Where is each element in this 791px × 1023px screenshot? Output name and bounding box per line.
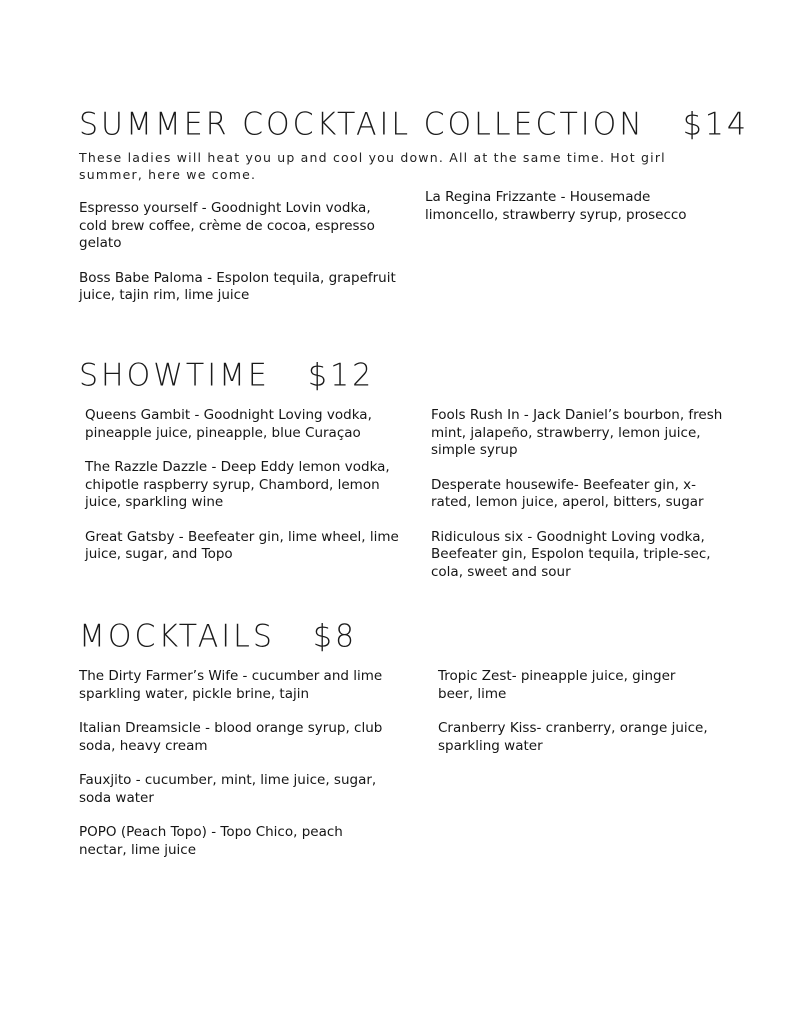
- menu-item: Espresso yourself - Goodnight Lovin vodka, cold brew coffee, crème de cocoa, espresso gelato: [79, 200, 375, 251]
- mocktails-title-text: MOCKTAILS: [79, 618, 275, 655]
- menu-item: Cranberry Kiss- cranberry, orange juice, sparkling water: [438, 720, 708, 754]
- menu-item: La Regina Frizzante - Housemade limoncello, strawberry syrup, prosecco: [425, 189, 687, 223]
- mocktails-section-title: [79, 618, 357, 655]
- menu-item: Queens Gambit - Goodnight Loving vodka, pineapple juice, pineapple, blue Curaçao: [85, 407, 372, 441]
- menu-item: The Dirty Farmer’s Wife - cucumber and lime sparkling water, pickle brine, tajin: [79, 668, 383, 702]
- showtime-section-title: [79, 357, 374, 394]
- menu-item: Ridiculous six - Goodnight Loving vodka, Beefeater gin, Espolon tequila, triple-sec, cola, sweet and sour: [431, 528, 711, 580]
- menu-item: Desperate housewife- Beefeater gin, x-rated, lemon juice, aperol, bitters, sugar: [431, 476, 704, 510]
- summer-left-column: [79, 200, 399, 322]
- mocktails-right-column: [438, 668, 708, 772]
- showtime-price: $12: [307, 357, 375, 394]
- menu-item: Fools Rush In - Jack Daniel’s bourbon, fresh mint, jalapeño, strawberry, lemon juice, simple syrup: [431, 407, 723, 458]
- menu-item: Boss Babe Paloma - Espolon tequila, grapefruit juice, tajin rim, lime juice: [79, 269, 396, 303]
- summer-right-column: [425, 189, 715, 241]
- showtime-left-column: [85, 407, 405, 581]
- menu-item: Italian Dreamsicle - blood orange syrup, club soda, heavy cream: [79, 720, 383, 754]
- menu-item: POPO (Peach Topo) - Topo Chico, peach nectar, lime juice: [79, 824, 343, 858]
- menu-item: The Razzle Dazzle - Deep Eddy lemon vodka, chipotle raspberry syrup, Chambord, lemon juice, sparkling wine: [85, 459, 390, 510]
- summer-title-text: SUMMER COCKTAIL COLLECTION: [79, 106, 645, 143]
- showtime-right-column: [431, 407, 723, 598]
- summer-section-title: [79, 106, 749, 143]
- summer-price: $14: [682, 106, 749, 143]
- menu-item: Fauxjito - cucumber, mint, lime juice, sugar, soda water: [79, 772, 377, 806]
- menu-item: Tropic Zest- pineapple juice, ginger beer, lime: [438, 668, 676, 702]
- showtime-title-text: SHOWTIME: [79, 357, 270, 394]
- menu-item: Great Gatsby - Beefeater gin, lime wheel, lime juice, sugar, and Topo: [85, 528, 399, 562]
- summer-intro: These ladies will heat you up and cool you down. All at the same time. Hot girl summer, here we come.: [79, 150, 666, 182]
- mocktails-left-column: [79, 668, 394, 876]
- mocktails-price: $8: [312, 618, 358, 655]
